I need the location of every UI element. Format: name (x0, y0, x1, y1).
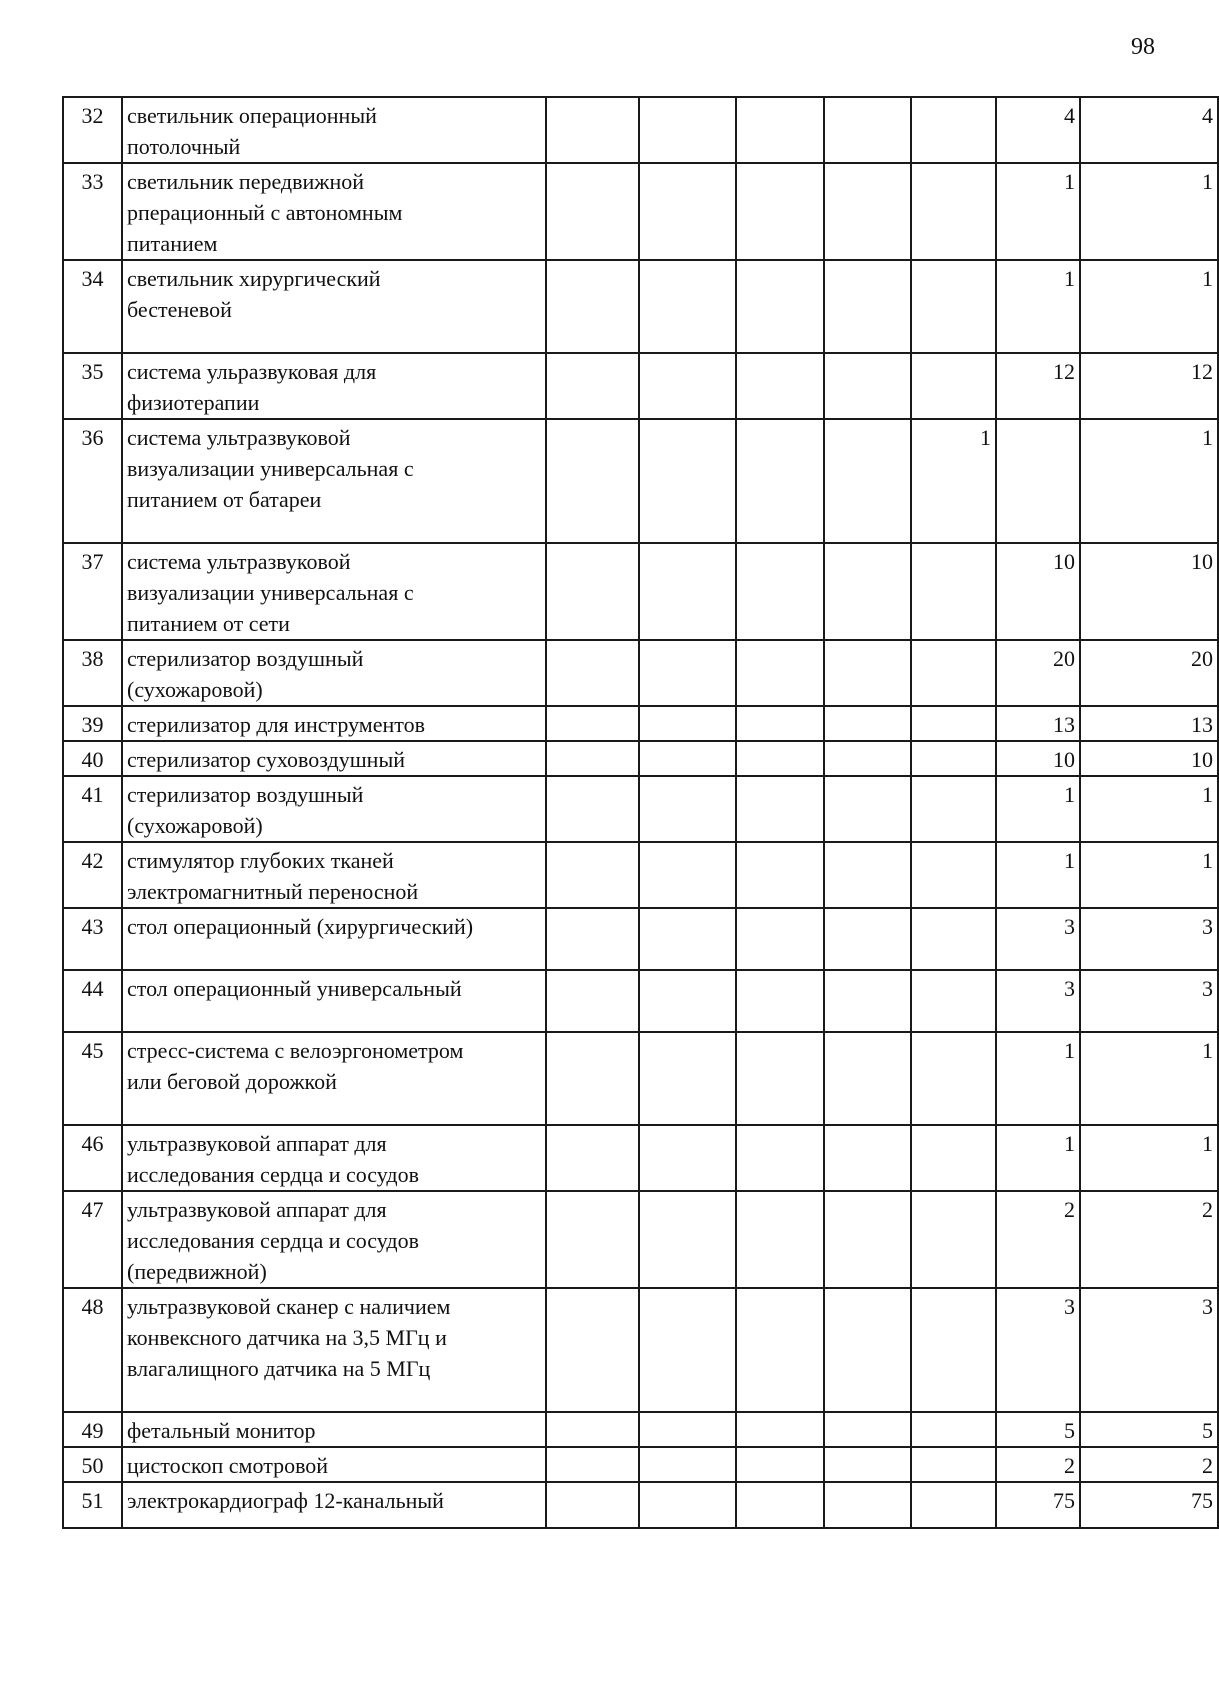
column-4-cell (639, 970, 736, 1032)
row-number-cell: 47 (63, 1191, 122, 1288)
column-8-cell: 20 (996, 640, 1080, 706)
column-7-cell (911, 97, 996, 163)
column-5-cell (736, 706, 824, 741)
column-5-cell (736, 1191, 824, 1288)
column-6-cell (824, 353, 911, 419)
column-4-cell (639, 640, 736, 706)
column-4-cell (639, 260, 736, 353)
row-number-cell: 51 (63, 1482, 122, 1528)
column-8-cell: 12 (996, 353, 1080, 419)
column-7-cell (911, 970, 996, 1032)
total-cell: 5 (1080, 1412, 1218, 1447)
table-row (63, 741, 1218, 776)
column-8-cell: 1 (996, 163, 1080, 260)
column-7-cell (911, 1288, 996, 1412)
column-6-cell (824, 776, 911, 842)
equipment-name-cell: система ультразвуковой визуализации универсальная с питанием от батареи (122, 419, 546, 543)
row-number-cell: 43 (63, 908, 122, 970)
column-4-cell (639, 1412, 736, 1447)
row-number-cell: 39 (63, 706, 122, 741)
total-cell: 2 (1080, 1191, 1218, 1288)
column-3-cell (546, 1412, 639, 1447)
column-4-cell (639, 908, 736, 970)
column-6-cell (824, 543, 911, 640)
equipment-name-cell: стимулятор глубоких тканей электромагнитный переносной (122, 842, 546, 908)
table-row (63, 353, 1218, 419)
column-4-cell (639, 419, 736, 543)
equipment-name-cell: стол операционный (хирургический) (122, 908, 546, 970)
column-6-cell (824, 640, 911, 706)
column-8-cell: 75 (996, 1482, 1080, 1528)
table-row (63, 1482, 1218, 1528)
column-4-cell (639, 741, 736, 776)
column-3-cell (546, 1447, 639, 1482)
column-5-cell (736, 260, 824, 353)
column-6-cell (824, 1032, 911, 1125)
column-8-cell: 5 (996, 1412, 1080, 1447)
table-row (63, 776, 1218, 842)
column-5-cell (736, 163, 824, 260)
table-row (63, 419, 1218, 543)
column-5-cell (736, 640, 824, 706)
column-3-cell (546, 1125, 639, 1191)
equipment-name-cell: светильник хирургический бестеневой (122, 260, 546, 353)
row-number-cell: 33 (63, 163, 122, 260)
equipment-name-cell: стерилизатор для инструментов (122, 706, 546, 741)
column-5-cell (736, 1125, 824, 1191)
equipment-name-cell: стресс-система с велоэргонометром или беговой дорожкой (122, 1032, 546, 1125)
row-number-cell: 48 (63, 1288, 122, 1412)
column-4-cell (639, 1125, 736, 1191)
column-5-cell (736, 908, 824, 970)
equipment-name-cell: система ульразвуковая для физиотерапии (122, 353, 546, 419)
equipment-name-cell: ультразвуковой аппарат для исследования сердца и сосудов (122, 1125, 546, 1191)
column-4-cell (639, 842, 736, 908)
table-row (63, 1447, 1218, 1482)
column-5-cell (736, 1288, 824, 1412)
equipment-name-cell: светильник операционный потолочный (122, 97, 546, 163)
column-5-cell (736, 1412, 824, 1447)
equipment-name-cell: стерилизатор суховоздушный (122, 741, 546, 776)
total-cell: 1 (1080, 260, 1218, 353)
column-5-cell (736, 1447, 824, 1482)
column-5-cell (736, 419, 824, 543)
column-6-cell (824, 970, 911, 1032)
equipment-name-cell: электрокардиограф 12-канальный (122, 1482, 546, 1528)
table-row (63, 1032, 1218, 1125)
column-6-cell (824, 842, 911, 908)
column-4-cell (639, 776, 736, 842)
total-cell: 20 (1080, 640, 1218, 706)
page-number: 98 (1131, 34, 1155, 60)
column-3-cell (546, 970, 639, 1032)
row-number-cell: 40 (63, 741, 122, 776)
column-3-cell (546, 97, 639, 163)
equipment-name-cell: стол операционный универсальный (122, 970, 546, 1032)
row-number-cell: 34 (63, 260, 122, 353)
total-cell: 2 (1080, 1447, 1218, 1482)
column-7-cell (911, 353, 996, 419)
equipment-name-cell: ультразвуковой сканер с наличием конвексного датчика на 3,5 МГц и влагалищного датчика на 5 МГц (122, 1288, 546, 1412)
column-7-cell (911, 842, 996, 908)
column-8-cell (996, 419, 1080, 543)
table-row (63, 970, 1218, 1032)
equipment-table (62, 96, 1219, 1529)
total-cell: 1 (1080, 419, 1218, 543)
table-row (63, 1412, 1218, 1447)
column-5-cell (736, 776, 824, 842)
equipment-name-cell: стерилизатор воздушный (сухожаровой) (122, 640, 546, 706)
column-8-cell: 10 (996, 543, 1080, 640)
column-6-cell (824, 741, 911, 776)
column-8-cell: 3 (996, 908, 1080, 970)
total-cell: 1 (1080, 1125, 1218, 1191)
row-number-cell: 49 (63, 1412, 122, 1447)
equipment-name-cell: светильник передвижной рперационный с автономным питанием (122, 163, 546, 260)
column-7-cell (911, 908, 996, 970)
column-7-cell (911, 1125, 996, 1191)
row-number-cell: 41 (63, 776, 122, 842)
total-cell: 3 (1080, 970, 1218, 1032)
column-3-cell (546, 419, 639, 543)
column-8-cell: 2 (996, 1191, 1080, 1288)
column-8-cell: 3 (996, 970, 1080, 1032)
column-8-cell: 13 (996, 706, 1080, 741)
column-8-cell: 4 (996, 97, 1080, 163)
row-number-cell: 32 (63, 97, 122, 163)
column-7-cell (911, 1032, 996, 1125)
total-cell: 1 (1080, 776, 1218, 842)
column-5-cell (736, 353, 824, 419)
column-7-cell (911, 1447, 996, 1482)
column-6-cell (824, 163, 911, 260)
column-6-cell (824, 1288, 911, 1412)
column-8-cell: 1 (996, 1032, 1080, 1125)
column-4-cell (639, 1191, 736, 1288)
column-3-cell (546, 842, 639, 908)
row-number-cell: 35 (63, 353, 122, 419)
column-6-cell (824, 908, 911, 970)
table-row (63, 842, 1218, 908)
row-number-cell: 46 (63, 1125, 122, 1191)
column-5-cell (736, 543, 824, 640)
table-row (63, 640, 1218, 706)
column-7-cell (911, 543, 996, 640)
column-3-cell (546, 1032, 639, 1125)
row-number-cell: 42 (63, 842, 122, 908)
column-3-cell (546, 163, 639, 260)
column-8-cell: 10 (996, 741, 1080, 776)
table-row (63, 260, 1218, 353)
column-6-cell (824, 706, 911, 741)
column-7-cell (911, 741, 996, 776)
column-3-cell (546, 908, 639, 970)
column-6-cell (824, 1482, 911, 1528)
row-number-cell: 37 (63, 543, 122, 640)
table-row (63, 1191, 1218, 1288)
column-6-cell (824, 260, 911, 353)
total-cell: 1 (1080, 163, 1218, 260)
column-6-cell (824, 1125, 911, 1191)
column-7-cell (911, 776, 996, 842)
equipment-name-cell: система ультразвуковой визуализации универсальная с питанием от сети (122, 543, 546, 640)
row-number-cell: 44 (63, 970, 122, 1032)
column-6-cell (824, 97, 911, 163)
total-cell: 3 (1080, 1288, 1218, 1412)
column-6-cell (824, 1191, 911, 1288)
row-number-cell: 36 (63, 419, 122, 543)
total-cell: 1 (1080, 842, 1218, 908)
column-3-cell (546, 1191, 639, 1288)
column-6-cell (824, 419, 911, 543)
column-8-cell: 1 (996, 776, 1080, 842)
column-5-cell (736, 1032, 824, 1125)
row-number-cell: 50 (63, 1447, 122, 1482)
column-7-cell (911, 1482, 996, 1528)
column-5-cell (736, 842, 824, 908)
column-6-cell (824, 1412, 911, 1447)
column-5-cell (736, 97, 824, 163)
column-7-cell (911, 706, 996, 741)
column-3-cell (546, 640, 639, 706)
row-number-cell: 38 (63, 640, 122, 706)
column-5-cell (736, 1482, 824, 1528)
table-row (63, 706, 1218, 741)
column-6-cell (824, 1447, 911, 1482)
table-row (63, 543, 1218, 640)
equipment-name-cell: цистоскоп смотровой (122, 1447, 546, 1482)
table-row (63, 1125, 1218, 1191)
column-5-cell (736, 741, 824, 776)
column-8-cell: 1 (996, 1125, 1080, 1191)
column-4-cell (639, 1482, 736, 1528)
table-body (63, 97, 1218, 1528)
column-8-cell: 1 (996, 260, 1080, 353)
total-cell: 75 (1080, 1482, 1218, 1528)
equipment-name-cell: фетальный монитор (122, 1412, 546, 1447)
total-cell: 12 (1080, 353, 1218, 419)
column-4-cell (639, 163, 736, 260)
column-3-cell (546, 353, 639, 419)
total-cell: 10 (1080, 543, 1218, 640)
column-5-cell (736, 970, 824, 1032)
row-number-cell: 45 (63, 1032, 122, 1125)
total-cell: 3 (1080, 908, 1218, 970)
column-4-cell (639, 353, 736, 419)
column-8-cell: 3 (996, 1288, 1080, 1412)
table-row (63, 97, 1218, 163)
column-3-cell (546, 706, 639, 741)
column-7-cell (911, 260, 996, 353)
column-4-cell (639, 1032, 736, 1125)
column-7-cell: 1 (911, 419, 996, 543)
column-4-cell (639, 706, 736, 741)
column-8-cell: 2 (996, 1447, 1080, 1482)
column-3-cell (546, 1288, 639, 1412)
column-3-cell (546, 1482, 639, 1528)
column-7-cell (911, 163, 996, 260)
column-4-cell (639, 1288, 736, 1412)
table-row (63, 908, 1218, 970)
column-3-cell (546, 260, 639, 353)
total-cell: 4 (1080, 97, 1218, 163)
column-8-cell: 1 (996, 842, 1080, 908)
equipment-name-cell: стерилизатор воздушный (сухожаровой) (122, 776, 546, 842)
column-7-cell (911, 1412, 996, 1447)
column-3-cell (546, 776, 639, 842)
column-4-cell (639, 1447, 736, 1482)
column-4-cell (639, 543, 736, 640)
equipment-name-cell: ультразвуковой аппарат для исследования сердца и сосудов (передвижной) (122, 1191, 546, 1288)
table-row (63, 1288, 1218, 1412)
column-3-cell (546, 741, 639, 776)
column-3-cell (546, 543, 639, 640)
column-7-cell (911, 1191, 996, 1288)
total-cell: 1 (1080, 1032, 1218, 1125)
table-row (63, 163, 1218, 260)
total-cell: 13 (1080, 706, 1218, 741)
column-7-cell (911, 640, 996, 706)
column-4-cell (639, 97, 736, 163)
total-cell: 10 (1080, 741, 1218, 776)
